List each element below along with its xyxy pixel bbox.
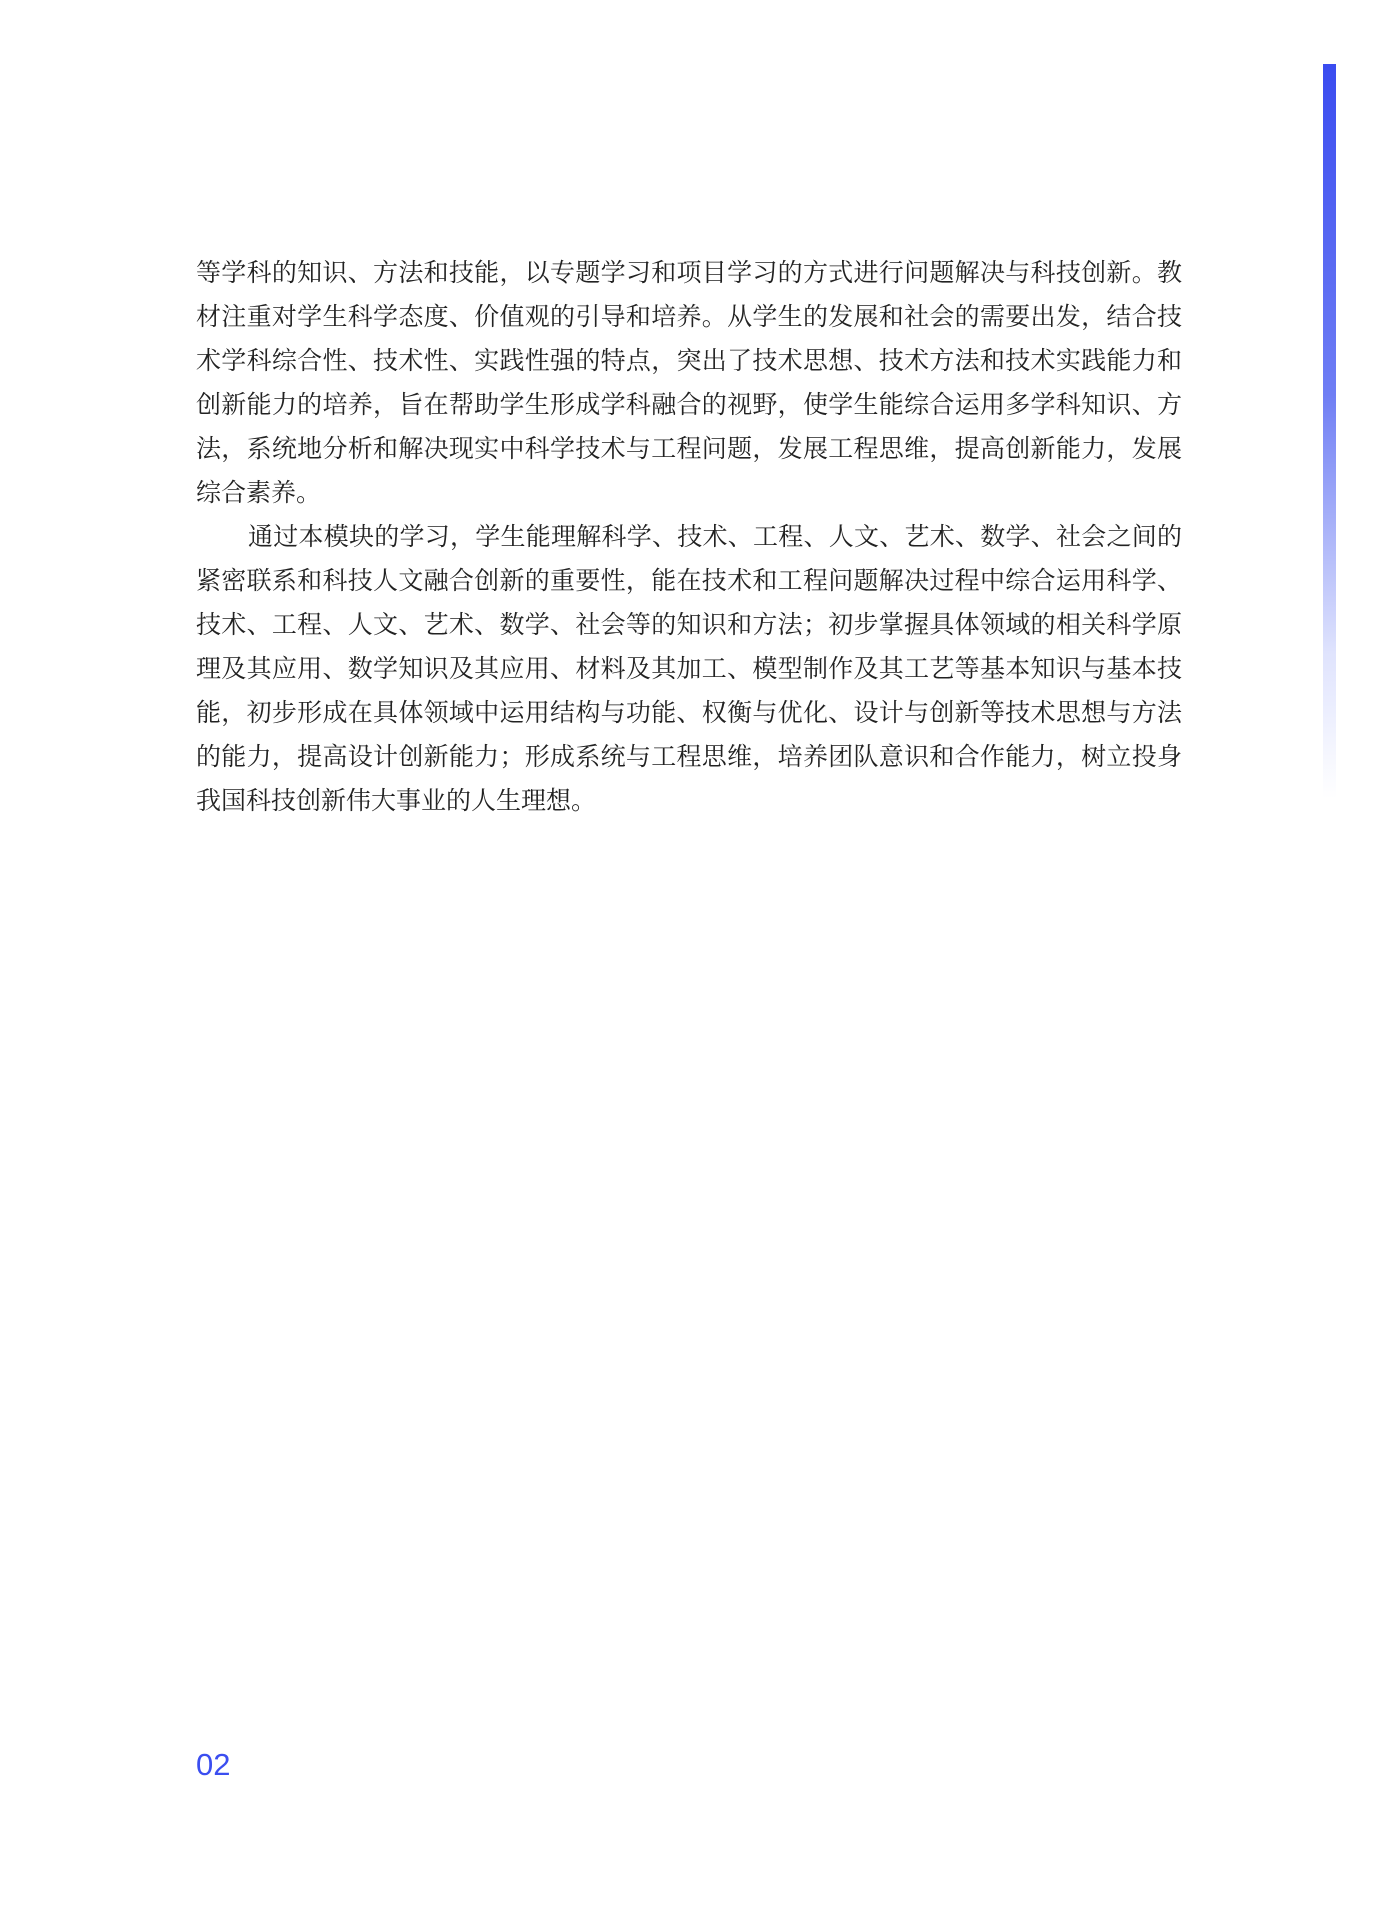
paragraph-1: [196, 251, 1182, 515]
text-line: 综合素养。: [196, 478, 322, 507]
text-line: 法，系统地分析和解决现实中科学技术与工程问题，发展工程思维，提高创新能力，发展: [196, 434, 1182, 463]
text-line: 技术、工程、人文、艺术、数学、社会等的知识和方法；初步掌握具体领域的相关科学原: [196, 610, 1182, 639]
text-line: 术学科综合性、技术性、实践性强的特点，突出了技术思想、技术方法和技术实践能力和: [196, 346, 1182, 375]
text-line: 能，初步形成在具体领域中运用结构与功能、权衡与优化、设计与创新等技术思想与方法: [196, 698, 1182, 727]
text-line: 紧密联系和科技人文融合创新的重要性，能在技术和工程问题解决过程中综合运用科学、: [196, 566, 1182, 595]
text-line: 理及其应用、数学知识及其应用、材料及其加工、模型制作及其工艺等基本知识与基本技: [196, 654, 1182, 683]
text-line: 我国科技创新伟大事业的人生理想。: [196, 786, 597, 815]
text-line: 等学科的知识、方法和技能，以专题学习和项目学习的方式进行问题解决与科技创新。教: [196, 258, 1182, 287]
decorative-side-bar: [1323, 64, 1336, 799]
text-line: 通过本模块的学习，学生能理解科学、技术、工程、人文、艺术、数学、社会之间的: [248, 522, 1182, 551]
body-text: [196, 251, 1182, 823]
paragraph-2: [196, 515, 1182, 823]
text-line: 的能力，提高设计创新能力；形成系统与工程思维，培养团队意识和合作能力，树立投身: [196, 742, 1182, 771]
text-line: 材注重对学生科学态度、价值观的引导和培养。从学生的发展和社会的需要出发，结合技: [196, 302, 1182, 331]
page-number: 02: [196, 1747, 231, 1782]
text-line: 创新能力的培养，旨在帮助学生形成学科融合的视野，使学生能综合运用多学科知识、方: [196, 390, 1182, 419]
